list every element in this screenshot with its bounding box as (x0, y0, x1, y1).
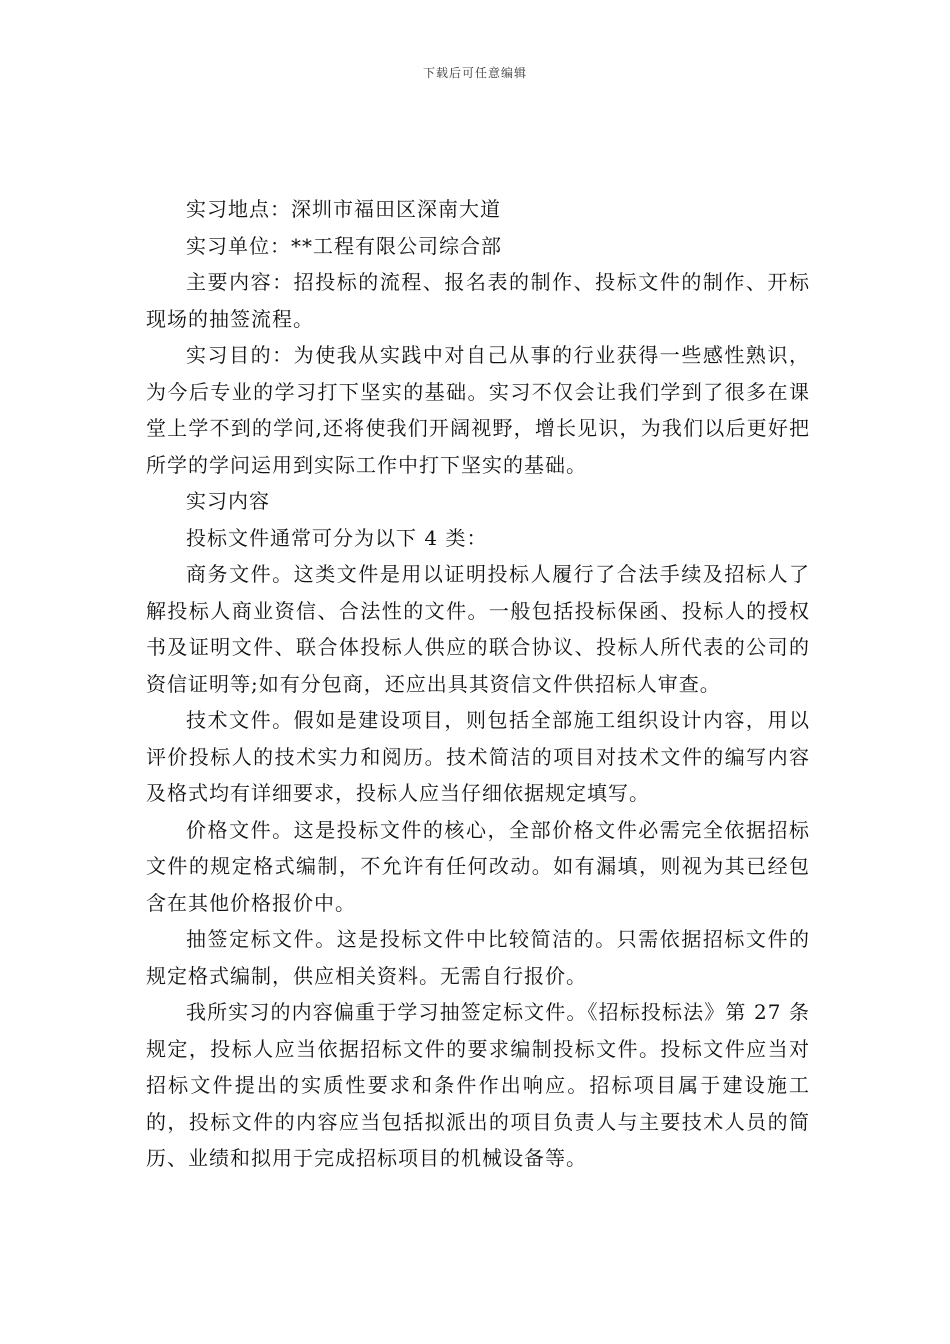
paragraph-price-documents: 价格文件。这是投标文件的核心，全部价格文件必需完全依据招标文件的规定格式编制，不允许有任何改动。如有漏填，则视为其已经包含在其他价格报价中。 (146, 817, 810, 915)
paragraph-main-content: 主要内容：招投标的流程、报名表的制作、投标文件的制作、开标现场的抽签流程。 (146, 270, 810, 331)
document-body (146, 191, 810, 1177)
header-note: 下载后可任意编辑 (422, 66, 527, 80)
paragraph-lottery-documents: 抽签定标文件。这是投标文件中比较简洁的。只需依据招标文件的规定格式编制，供应相关资料。无需自行报价。 (146, 927, 810, 988)
paragraph-document-categories: 投标文件通常可分为以下 4 类： (186, 525, 488, 550)
paragraph-internship-unit: 实习单位：**工程有限公司综合部 (186, 233, 502, 258)
paragraph-internship-location: 实习地点：深圳市福田区深南大道 (186, 197, 501, 221)
paragraph-technical-documents: 技术文件。假如是建设项目，则包括全部施工组织设计内容，用以评价投标人的技术实力和阅历。技术简洁的项目对技术文件的编写内容及格式均有详细要求，投标人应当仔细依据规定填写。 (146, 708, 810, 805)
paragraph-internship-focus: 我所实习的内容偏重于学习抽签定标文件。《招标投标法》第 27 条规定，投标人应当依据招标文件的要求编制投标文件。投标文件应当对招标文件提出的实质性要求和条件作出响应。招标项目属于建设施工的，投标文件的内容应当包括拟派出的项目负责人与主要技术人员的简历、业绩和拟用于完成招标项目的机械设备等。 (146, 1000, 810, 1170)
paragraph-business-documents: 商务文件。这类文件是用以证明投标人履行了合法手续及招标人了解投标人商业资信、合法性的文件。一般包括投标保函、投标人的授权书及证明文件、联合体投标人供应的联合协议、投标人所代表的公司的资信证明等;如有分包商，还应出具其资信文件供招标人审查。 (146, 562, 810, 696)
paragraph-internship-purpose: 实习目的：为使我从实践中对自己从事的行业获得一些感性熟识，为今后专业的学习打下坚实的基础。实习不仅会让我们学到了很多在课堂上学不到的学问,还将使我们开阔视野，增长见识，为我们以后更好把所学的学问运用到实际工作中打下坚实的基础。 (146, 343, 810, 477)
paragraph-internship-content-heading: 实习内容 (186, 489, 270, 513)
